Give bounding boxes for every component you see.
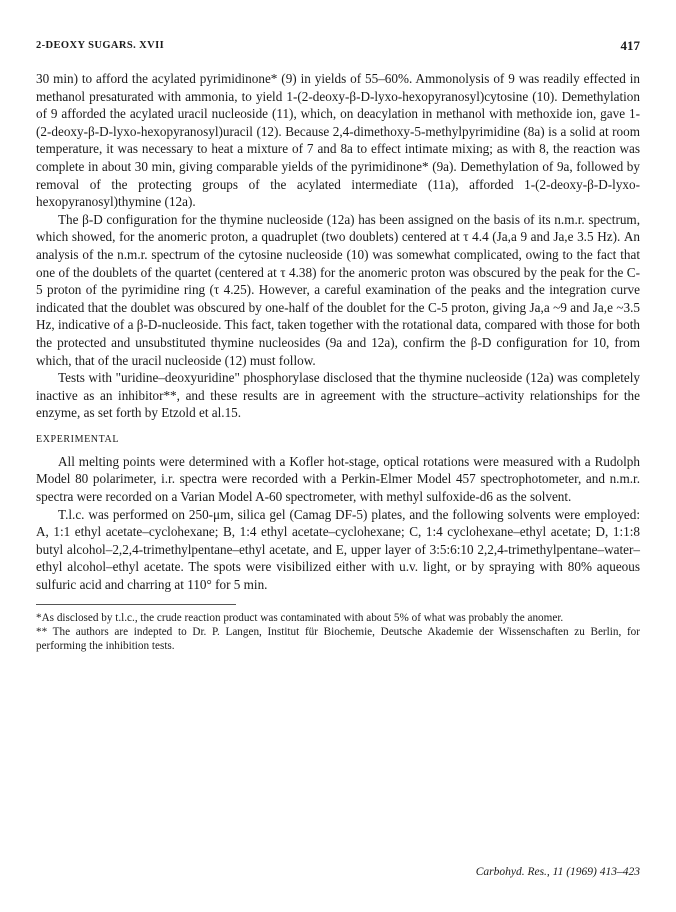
section-heading-experimental: EXPERIMENTAL — [36, 433, 120, 445]
page-header — [36, 40, 640, 60]
footnote-2: ** The authors are indepted to Dr. P. Langen, Institut für Biochemie, Deutsche Akademie der Wissenschaften zu Berlin, for performing the inhibition tests. — [36, 625, 640, 652]
experimental-paragraph-1: All melting points were determined with a Kofler hot-stage, optical rotations were measured with a Rudolph Model 80 polarimeter, i.r. spectra were recorded with a Perkin-Elmer Model 457 spectrophotometer, and n.m.r. spectra were recorded on a Varian Model A-60 spectrometer, with methyl sulfoxide-d6 as the solvent. — [36, 453, 640, 505]
running-head: 2-DEOXY SUGARS. XVII — [36, 40, 165, 51]
footnote-1: *As disclosed by t.l.c., the crude reaction product was contaminated with about 5% of what was probably the anomer. — [36, 611, 564, 624]
body-paragraph-1: 30 min) to afford the acylated pyrimidinone* (9) in yields of 55–60%. Ammonolysis of 9 was readily effected in methanol presaturated with ammonia, to yield 1-(2-deoxy-β-D-lyxo-hexopyranosyl)cytosine (10). Demethylation of 9 afforded the acylated uracil nucleoside (11), which, on deacylation in methanol with methoxide ion, gave 1-(2-deoxy-β-D-lyxo-hexopyranosyl)uracil (12). Because 2,4-dimethoxy-5-methylpyrimidine (8a) is a solid at room temperature, it was necessary to heat a mixture of 7 and 8a to effect intimate mixing; as with 8, the reaction was complete in about 30 min, giving comparable yields of the pyrimidinone* (9a). Demethylation of 9a, followed by removal of the protecting groups of the acylated intermediate (11a), afforded 1-(2-deoxy-β-D-lyxo-hexopyranosyl)thymine (12a). — [36, 71, 640, 210]
journal-citation: Carbohyd. Res., 11 (1969) 413–423 — [475, 866, 640, 878]
experimental-paragraph-2: T.l.c. was performed on 250-μm, silica gel (Camag DF-5) plates, and the following solvents were employed: A, 1:1 ethyl acetate–cyclohexane; B, 1:4 ethyl acetate–cyclohexane; C, 1:4 cyclohexane–ethyl acetate; D, 1:1:8 butyl alcohol–2,2,4-trimethylpentane–ethyl acetate, and E, upper layer of 3:5:6:10 2,2,4-trimethylpentane–water–ethyl alcohol–ethyl acetate. The spots were visibilized either with u.v. light, or by spraying with 80% aqueous sulfuric acid and charring at 110° for 5 min. — [36, 506, 640, 593]
article-body — [36, 70, 640, 653]
body-paragraph-2: The β-D configuration for the thymine nucleoside (12a) has been assigned on the basis of its n.m.r. spectrum, which showed, for the anomeric proton, a quadruplet (two doublets) centered at τ 4.4 (Ja,a 9 and Ja,e 3.5 Hz). An analysis of the n.m.r. spectrum of the cytosine nucleoside (10) was somewhat complicated, owing to the fact that one of the doublets of the quartet (centered at τ 4.38) for the anomeric proton was obscured by the peak for the C-5 proton of the pyrimidine ring (τ 4.25). However, a careful examination of the peaks and the integration curve indicated that the doublet was obscured by one-half of the doublet for the C-5 proton, giving Ja,a ~9 and Ja,e ~3.5 Hz, indicative of a β-D-nucleoside. This fact, taken together with the rotational data, compared with those for both the protected and unsubstituted thymine nucleosides (9a and 12a), confirm the β-D configuration for 10, from which, that of the uracil nucleoside (12) must follow. — [36, 211, 640, 368]
page-number: 417 — [620, 38, 640, 53]
footnote-divider — [36, 604, 236, 605]
body-paragraph-3: Tests with "uridine–deoxyuridine" phosphorylase disclosed that the thymine nucleoside (12a) was completely inactive as an inhibitor**, and these results are in agreement with the structure–activity relationships for the enzyme, as set forth by Etzold et al.15. — [36, 370, 640, 421]
